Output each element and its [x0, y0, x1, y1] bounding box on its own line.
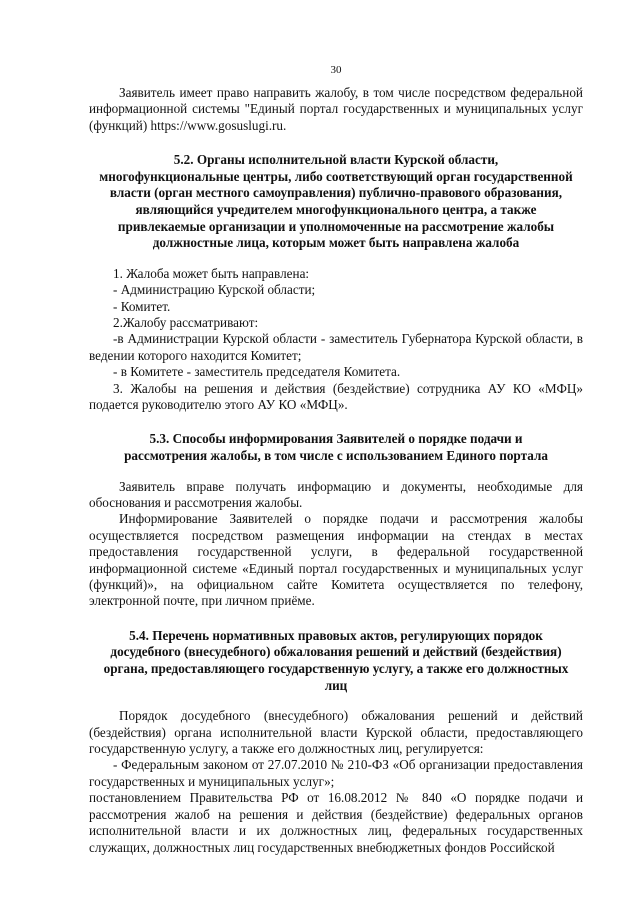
list-item: 3. Жалобы на решения и действия (бездействие) сотрудника АУ КО «МФЦ» подается руководителю этого АУ КО «МФЦ».	[89, 380, 583, 413]
paragraph: Информирование Заявителей о порядке подачи и рассмотрения жалобы осуществляется посредством размещения информации на стендах в местах предоставления государственной услуги, в федеральной государственной информационной системе «Единый портал государственных и муниципальных услуг (функций)», на официальном сайте Комитета осуществляется по телефону, электронной почте, при личном приёме.	[89, 511, 583, 609]
section-5-2-body	[89, 266, 583, 414]
list-item: - Администрацию Курской области;	[113, 282, 316, 298]
heading-line: 5.4. Перечень нормативных правовых актов, регулирующих порядок	[129, 627, 543, 643]
section-5-4-heading	[89, 628, 583, 694]
list-item: - Комитет.	[113, 298, 171, 314]
heading-line: рассмотрения жалобы, в том числе с использованием Единого портала	[124, 448, 548, 464]
document-page	[89, 64, 583, 856]
section-5-2-heading	[89, 152, 583, 252]
paragraph: Порядок досудебного (внесудебного) обжалования решений и действий (бездействия) органа исполнительной власти Курской области, предоставляющего государственную услугу, а также его должностных лиц, регулируется:	[89, 708, 583, 757]
heading-line: досудебного (внесудебного) обжалования решений и действий (бездействия)	[110, 644, 562, 660]
heading-line: многофункциональные центры, либо соответствующий орган государственной	[99, 168, 573, 184]
list-item: - в Комитете - заместитель председателя Комитета.	[113, 364, 401, 380]
heading-line: органа, предоставляющего государственную услугу, а также его должностных	[103, 661, 569, 677]
intro-paragraph: Заявитель имеет право направить жалобу, в том числе посредством федеральной информационной системы "Единый портал государственных и муниципальных услуг (функций) https://www.gosuslugi.ru.	[89, 85, 583, 133]
page-number: 30	[330, 64, 342, 76]
heading-line: власти (орган местного самоуправления) публично-правового образования,	[109, 185, 563, 201]
paragraph: - Федеральным законом от 27.07.2010 № 210-ФЗ «Об организации предоставления государственных и муниципальных услуг»;	[89, 757, 583, 789]
heading-line: должностные лица, которым может быть направлена жалоба	[152, 235, 520, 251]
heading-line: 5.3. Способы информирования Заявителей о порядке подачи и	[149, 431, 523, 447]
heading-line: являющийся учредителем многофункционального центра, а также	[135, 202, 537, 217]
paragraph: Заявитель вправе получать информацию и документы, необходимые для обоснования и рассмотрения жалобы.	[89, 478, 583, 511]
section-5-4-body	[89, 708, 583, 856]
heading-line: 5.2. Органы исполнительной власти Курской области,	[173, 152, 499, 168]
list-item: -в Администрации Курской области - заместитель Губернатора Курской области, в ведении которого находится Комитет;	[89, 331, 583, 363]
section-5-3-heading	[89, 431, 583, 464]
heading-line: лиц	[324, 677, 348, 693]
list-item: 2.Жалобу рассматривают:	[113, 315, 259, 330]
section-5-3-body	[89, 479, 583, 610]
list-item: 1. Жалоба может быть направлена:	[113, 265, 310, 281]
paragraph: постановлением Правительства РФ от 16.08.2012 № 840 «О порядке подачи и рассмотрения жалоб на решения и действия (бездействие) федеральных органов исполнительной власти и их должностных лиц, федеральных государственных служащих, должностных лиц государственных внебюджетных фондов Российской	[89, 790, 583, 855]
heading-line: привлекаемые организации и уполномоченные на рассмотрение жалобы	[117, 218, 555, 234]
